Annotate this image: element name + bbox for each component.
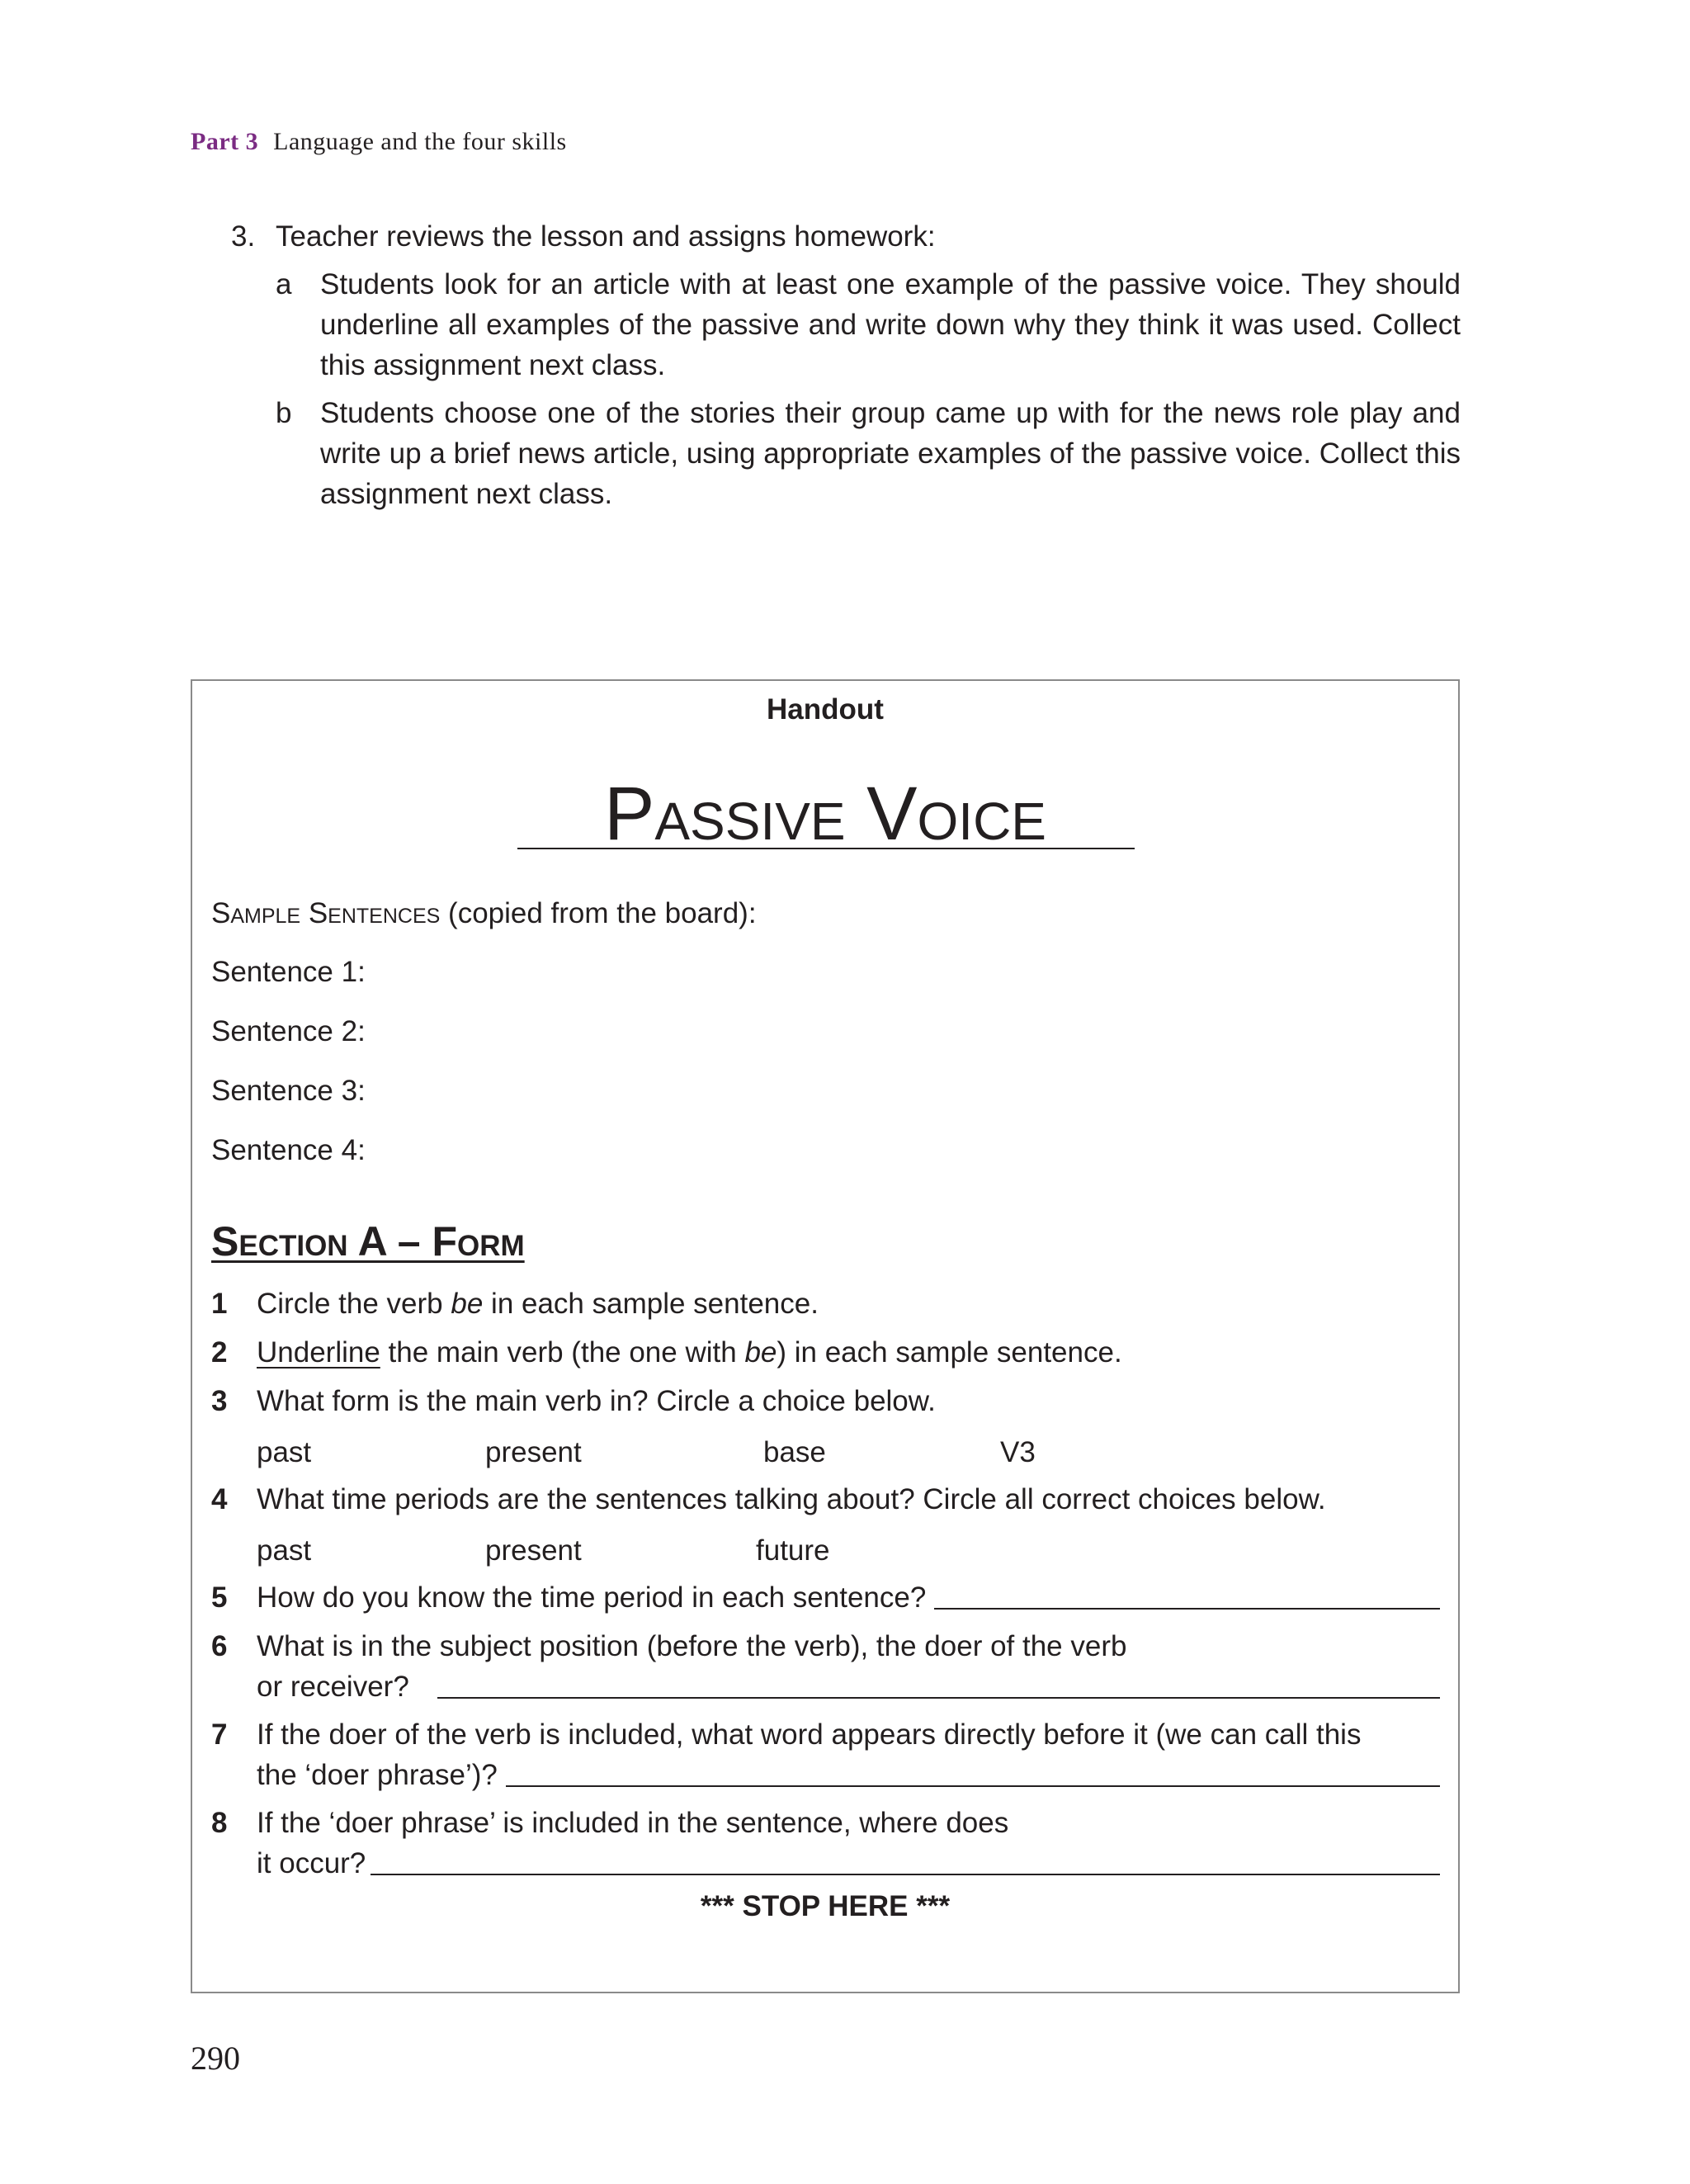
sentence-2: Sentence 2: [211,1015,366,1047]
question-text: How do you know the time period in each sentence? [257,1581,927,1614]
answer-line[interactable] [506,1785,1440,1787]
question-text: Circle the verb [257,1288,451,1320]
samples-heading-note: (copied from the board): [440,897,757,929]
answer-line[interactable] [437,1697,1440,1699]
question-3 [211,1381,1440,1421]
question-1 [211,1283,1440,1324]
homework-item-a [276,264,1461,385]
question-text: What is in the subject position (before the verb), the doer of the verb [257,1630,1127,1662]
question-number: 4 [211,1483,228,1515]
answer-line[interactable] [371,1874,1440,1875]
part-label: Part 3 [191,128,259,155]
handout-title: Passive Voice [604,772,1046,856]
choice-future: future [756,1534,830,1567]
question-number: 2 [211,1336,228,1369]
page-number: 290 [191,2040,240,2077]
sentence-4: Sentence 4: [211,1134,366,1166]
question-text: What form is the main verb in? Circle a choice below. [257,1385,936,1417]
step-number: 3. [231,220,256,253]
question-text: ) in each sample sentence. [777,1336,1122,1369]
question-4 [211,1479,1440,1520]
homework-step [231,216,1461,514]
handout-label: Handout [767,693,884,726]
choice-present: present [485,1436,582,1468]
samples-heading [211,897,1439,930]
choice-v3: V3 [1000,1436,1036,1468]
choice-past: past [257,1436,312,1468]
chapter-title: Language and the four skills [273,128,567,155]
handout-box [191,679,1460,1993]
question-number: 5 [211,1581,228,1614]
step-text: Teacher reviews the lesson and assigns homework: [276,220,936,253]
section-heading: Section A – Form [211,1218,525,1265]
choice-present: present [485,1534,582,1567]
question-text: What time periods are the sentences talking about? Circle all correct choices below. [257,1483,1326,1515]
question-number: 3 [211,1385,228,1417]
question-6 [211,1626,1440,1707]
question-number: 1 [211,1288,228,1320]
item-text: Students choose one of the stories their group came up with for the news role play and write up a brief news article, using appropriate examples of the passive voice. Collect this assignment next class. [320,397,1461,510]
choice-past: past [257,1534,312,1567]
question-7 [211,1714,1440,1795]
item-letter: b [276,397,292,429]
samples-heading-label: Sample Sentences [211,897,441,929]
sentence-3: Sentence 3: [211,1075,366,1107]
choice-base: base [763,1436,826,1468]
item-letter: a [276,268,292,300]
title-rule [517,848,1135,849]
question-8 [211,1803,1440,1884]
question-text: If the doer of the verb is included, what word appears directly before it (we can call this [257,1718,1362,1751]
emphasis: be [744,1336,777,1369]
underlined-word: Underline [257,1336,380,1369]
question-text: in each sample sentence. [483,1288,819,1320]
question-number: 7 [211,1718,228,1751]
question-text: or receiver? [257,1671,409,1703]
emphasis: be [451,1288,484,1320]
question-2 [211,1332,1440,1373]
running-head [191,128,567,156]
stop-here: *** STOP HERE *** [700,1890,951,1922]
sentence-1: Sentence 1: [211,956,366,988]
question-5 [211,1577,1440,1618]
question-number: 8 [211,1807,228,1839]
item-text: Students look for an article with at least one example of the passive voice. They should underline all examples of the passive and write down why they think it was used. Collect this assignment next class. [320,268,1461,381]
homework-item-b [276,393,1461,514]
question-text: it occur? [257,1847,366,1879]
question-text: If the ‘doer phrase’ is included in the sentence, where does [257,1807,1009,1839]
question-text: the main verb (the one with [380,1336,745,1369]
answer-line[interactable] [934,1608,1440,1610]
question-text: the ‘doer phrase’)? [257,1759,498,1791]
question-number: 6 [211,1630,228,1662]
